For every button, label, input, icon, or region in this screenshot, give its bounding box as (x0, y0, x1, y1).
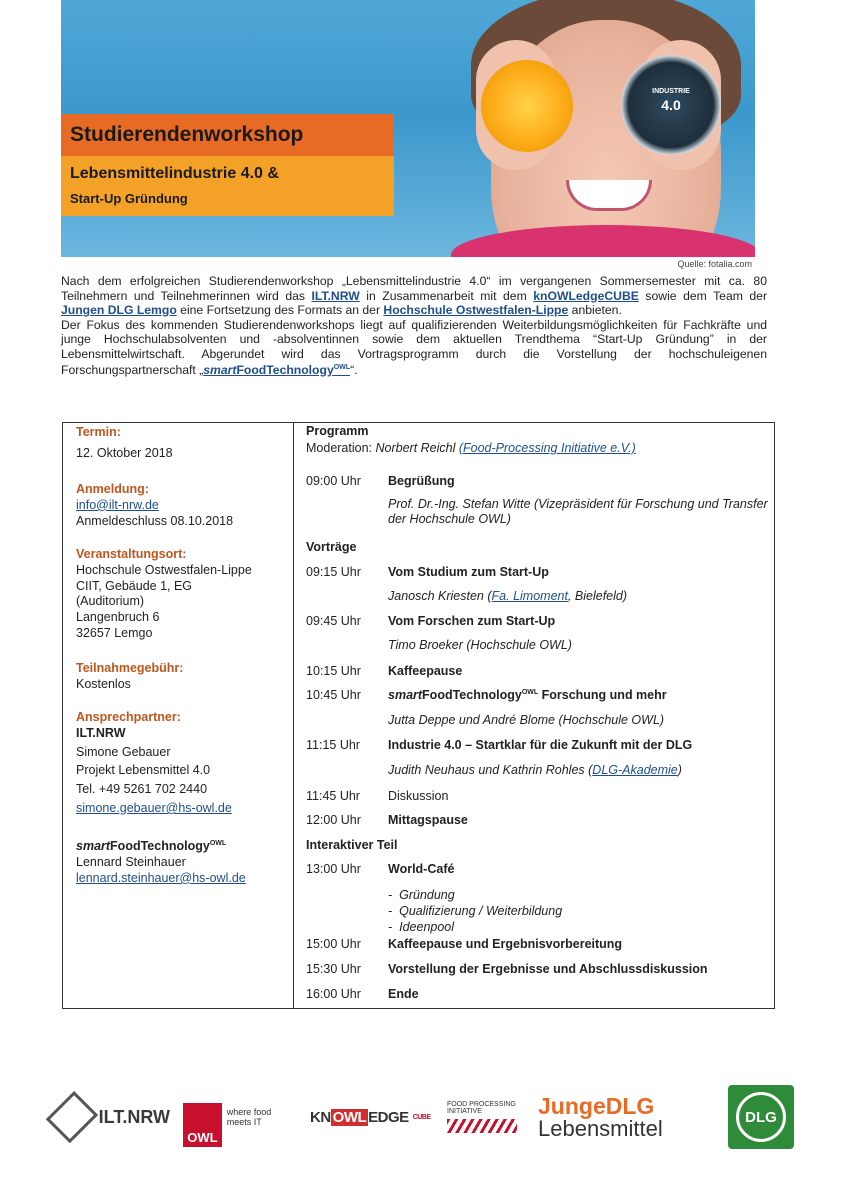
row-title: Diskussion (388, 789, 449, 803)
fpi-logo-text: FOOD PROCESSING INITIATIVE (447, 1101, 516, 1115)
row-desc: Timo Broeker (Hochschule OWL) (388, 638, 572, 652)
intro-text-a: Nach dem erfolgreichen Studierendenworkshop „Lebensmittelindustrie 4.0“ im vergangenen Sommersemester mit ca. 80 Teilnehmern und Teilnehmerinnen wird das (61, 274, 767, 303)
anmeldung-deadline: Anmeldeschluss 08.10.2018 (76, 513, 234, 528)
orange-slice-icon (481, 60, 573, 152)
owl-badge: OWL (183, 1103, 222, 1147)
know-c: EDGE (368, 1108, 409, 1126)
ilt-nrw-logo (55, 1082, 170, 1152)
row-title: World-Café (388, 862, 455, 876)
knowledgecube-logo (310, 1082, 430, 1152)
sft-mail-link[interactable]: lennard.steinhauer@hs-owl.de (76, 870, 246, 885)
row-time: 09:15 Uhr (306, 565, 361, 579)
kontakt-mail-link[interactable]: simone.gebauer@hs-owl.de (76, 800, 232, 815)
row-title: Vom Studium zum Start-Up (388, 565, 549, 579)
owl-sup: OWL (333, 364, 351, 371)
title-banner (61, 114, 394, 156)
kontakt-org: ILT.NRW (76, 725, 126, 740)
subtitle-banner (61, 156, 394, 216)
row-time: 09:00 Uhr (306, 474, 361, 488)
jdlg-b: Lebensmittel (538, 1116, 663, 1141)
title-rest: Forschung und mehr (538, 688, 667, 702)
link-junge-dlg[interactable]: Jungen DLG Lemgo (61, 303, 177, 317)
row-title: Industrie 4.0 – Startklar für die Zukunft mit der DLG (388, 738, 693, 752)
row-desc (388, 589, 768, 604)
subtitle-line-1: Lebensmittelindustrie 4.0 & (70, 165, 279, 182)
partner-logos (55, 1082, 795, 1152)
row-title: Kaffeepause und Ergebnisvorbereitung (388, 937, 623, 951)
link-dlg-akademie[interactable]: DLG-Akademie (592, 763, 678, 777)
interaktiv-heading: Interaktiver Teil (306, 838, 398, 852)
ort-line: Langenbruch 6 (76, 610, 160, 625)
industrie-badge-text (646, 88, 696, 113)
intro-paragraph-2 (61, 318, 767, 378)
dlg-logo-text: DLG (736, 1092, 786, 1142)
column-divider (293, 423, 294, 1008)
list-item: - Ideenpool (388, 920, 455, 934)
ort-line: 32657 Lemgo (76, 625, 153, 640)
kontakt-line: Tel. +49 5261 702 2440 (76, 782, 208, 797)
junge-dlg-logo (538, 1082, 718, 1152)
row-time: 13:00 Uhr (306, 862, 361, 876)
row-time: 16:00 Uhr (306, 987, 361, 1001)
moderation-name: Norbert Reichl (375, 441, 459, 455)
subtitle-line-2: Start-Up Gründung (70, 191, 188, 206)
row-desc (388, 763, 768, 778)
row-title: Vom Forschen zum Start-Up (388, 614, 556, 628)
anmeldung-label: Anmeldung: (76, 482, 149, 496)
smart-word: smart (388, 688, 423, 702)
intro-text-d: eine Fortsetzung des Formats an der (176, 303, 384, 317)
ilt-diamond-icon (46, 1091, 98, 1143)
row-title (388, 688, 667, 702)
row-time: 11:15 Uhr (306, 738, 360, 752)
intro-text (61, 274, 767, 378)
desc-b: ) (677, 763, 682, 777)
row-time: 12:00 Uhr (306, 813, 361, 827)
anmeldung-mail-link[interactable]: info@ilt-nrw.de (76, 497, 159, 512)
gebuehr-section (76, 661, 183, 693)
smart-word: smart (203, 363, 237, 378)
owl-logo (183, 1082, 293, 1152)
dlg-logo (728, 1085, 794, 1149)
row-title: Begrüßung (388, 474, 455, 488)
badge-number: 4.0 (661, 96, 681, 113)
link-fpi[interactable]: (Food-Processing Initiative e.V.) (458, 441, 636, 455)
row-desc: Jutta Deppe und André Blome (Hochschule OWL) (388, 713, 665, 727)
badge-top: INDUSTRIE (652, 88, 690, 95)
moderation-line (306, 441, 636, 455)
sft-name: Lennard Steinhauer (76, 854, 186, 869)
gebuehr-value: Kostenlos (76, 676, 131, 691)
list-item: - Qualifizierung / Weiterbildung (388, 904, 563, 918)
know-sub: CUBE (412, 1113, 431, 1121)
worldcafe-list (388, 887, 562, 935)
anmeldung-section (76, 482, 233, 529)
link-ilt-nrw[interactable]: ILT.NRW (311, 288, 360, 303)
ort-label: Veranstaltungsort: (76, 547, 187, 561)
ort-section (76, 547, 252, 642)
kontakt-line: Simone Gebauer (76, 744, 171, 759)
termin-section (76, 425, 173, 462)
row-title: Vorstellung der Ergebnisse und Abschlussdiskussion (388, 962, 708, 976)
fpi-wave-icon (447, 1119, 517, 1133)
image-source: Quelle: fotalia.com (677, 259, 752, 269)
kontakt-label: Ansprechpartner: (76, 710, 181, 724)
intro-text-c: sowie dem Team der (638, 288, 768, 303)
sft-section (76, 836, 246, 887)
row-time: 15:00 Uhr (306, 937, 361, 951)
desc-a: Judith Neuhaus und Kathrin Rohles ( (388, 763, 593, 777)
owl-sup: OWL (521, 688, 539, 696)
row-time: 10:45 Uhr (306, 688, 361, 702)
row-title: Mittagspause (388, 813, 468, 827)
food-word: FoodTechnology (110, 839, 210, 854)
link-smartfoodtechnology[interactable] (203, 363, 350, 377)
program-heading: Programm (306, 424, 369, 438)
ort-line: CIIT, Gebäude 1, EG (76, 578, 193, 593)
link-hochschule-owl[interactable]: Hochschule Ostwestfalen-Lippe (383, 303, 569, 317)
row-time: 15:30 Uhr (306, 962, 361, 976)
row-title: Ende (388, 987, 419, 1001)
desc-b: , Bielefeld) (567, 589, 628, 603)
kontakt-line: Projekt Lebensmittel 4.0 (76, 763, 211, 778)
intro-text-b: in Zusammenarbeit mit dem (359, 288, 534, 303)
termin-value: 12. Oktober 2018 (76, 445, 173, 460)
owl-logo-text: where food meets IT (226, 1107, 272, 1127)
intro-text-e: anbieten. (568, 303, 622, 317)
row-time: 09:45 Uhr (306, 614, 361, 628)
info-table (62, 422, 775, 1009)
intro-text-end: “. (350, 363, 358, 378)
list-item-text: Ideenpool (399, 920, 455, 934)
food-word: FoodTechnology (236, 363, 334, 378)
intro-text-f: Der Fokus des kommenden Studierendenworkshops liegt auf qualifizierenden Weiterbildungsmöglichkeiten für Fachkräfte und junge Hochschulabsolventen und -absolventinnen sowie dem aktuellen Trendthema “Start-Up Gründung” in der Lebensmittelwirtschaft. Abgerundet wird das Vortragsprogramm durch die Vorstellung der hochschuleigenen Forschungspartnerschaft „ (61, 317, 767, 378)
jdlg-a: JungeDLG (538, 1093, 655, 1119)
list-item-text: Gründung (399, 888, 455, 902)
row-time: 11:45 Uhr (306, 789, 360, 803)
link-knowledgecube[interactable]: knOWLedgeCUBE (533, 288, 639, 303)
smart-word: smart (76, 839, 111, 854)
list-item: - Gründung (388, 888, 455, 902)
vortraege-heading: Vorträge (306, 540, 357, 554)
kontakt-section (76, 710, 232, 817)
moderation-prefix: Moderation: (306, 441, 376, 455)
ort-line: (Auditorium) (76, 594, 145, 609)
ilt-logo-text: ILT.NRW (98, 1106, 170, 1127)
row-desc: Prof. Dr.-Ing. Stefan Witte (Vizepräsident für Forschung und Transfer der Hochschule OWL) (388, 497, 768, 526)
row-title: Kaffeepause (388, 664, 463, 678)
row-time: 10:15 Uhr (306, 664, 361, 678)
owl-sup: OWL (209, 840, 227, 847)
intro-paragraph-1 (61, 274, 767, 318)
know-b: OWL (332, 1108, 367, 1126)
food-word: FoodTechnology (422, 688, 522, 702)
gebuehr-label: Teilnahmegebühr: (76, 661, 184, 675)
link-limoment[interactable]: Fa. Limoment (491, 589, 568, 603)
desc-a: Janosch Kriesten ( (388, 589, 492, 603)
fpi-logo (447, 1082, 527, 1152)
sft-title (76, 836, 246, 855)
termin-label: Termin: (76, 425, 121, 439)
know-a: KN (310, 1108, 331, 1126)
ort-line: Hochschule Ostwestfalen-Lippe (76, 562, 252, 577)
list-item-text: Qualifizierung / Weiterbildung (399, 904, 563, 918)
page-title: Studierendenworkshop (70, 123, 304, 146)
